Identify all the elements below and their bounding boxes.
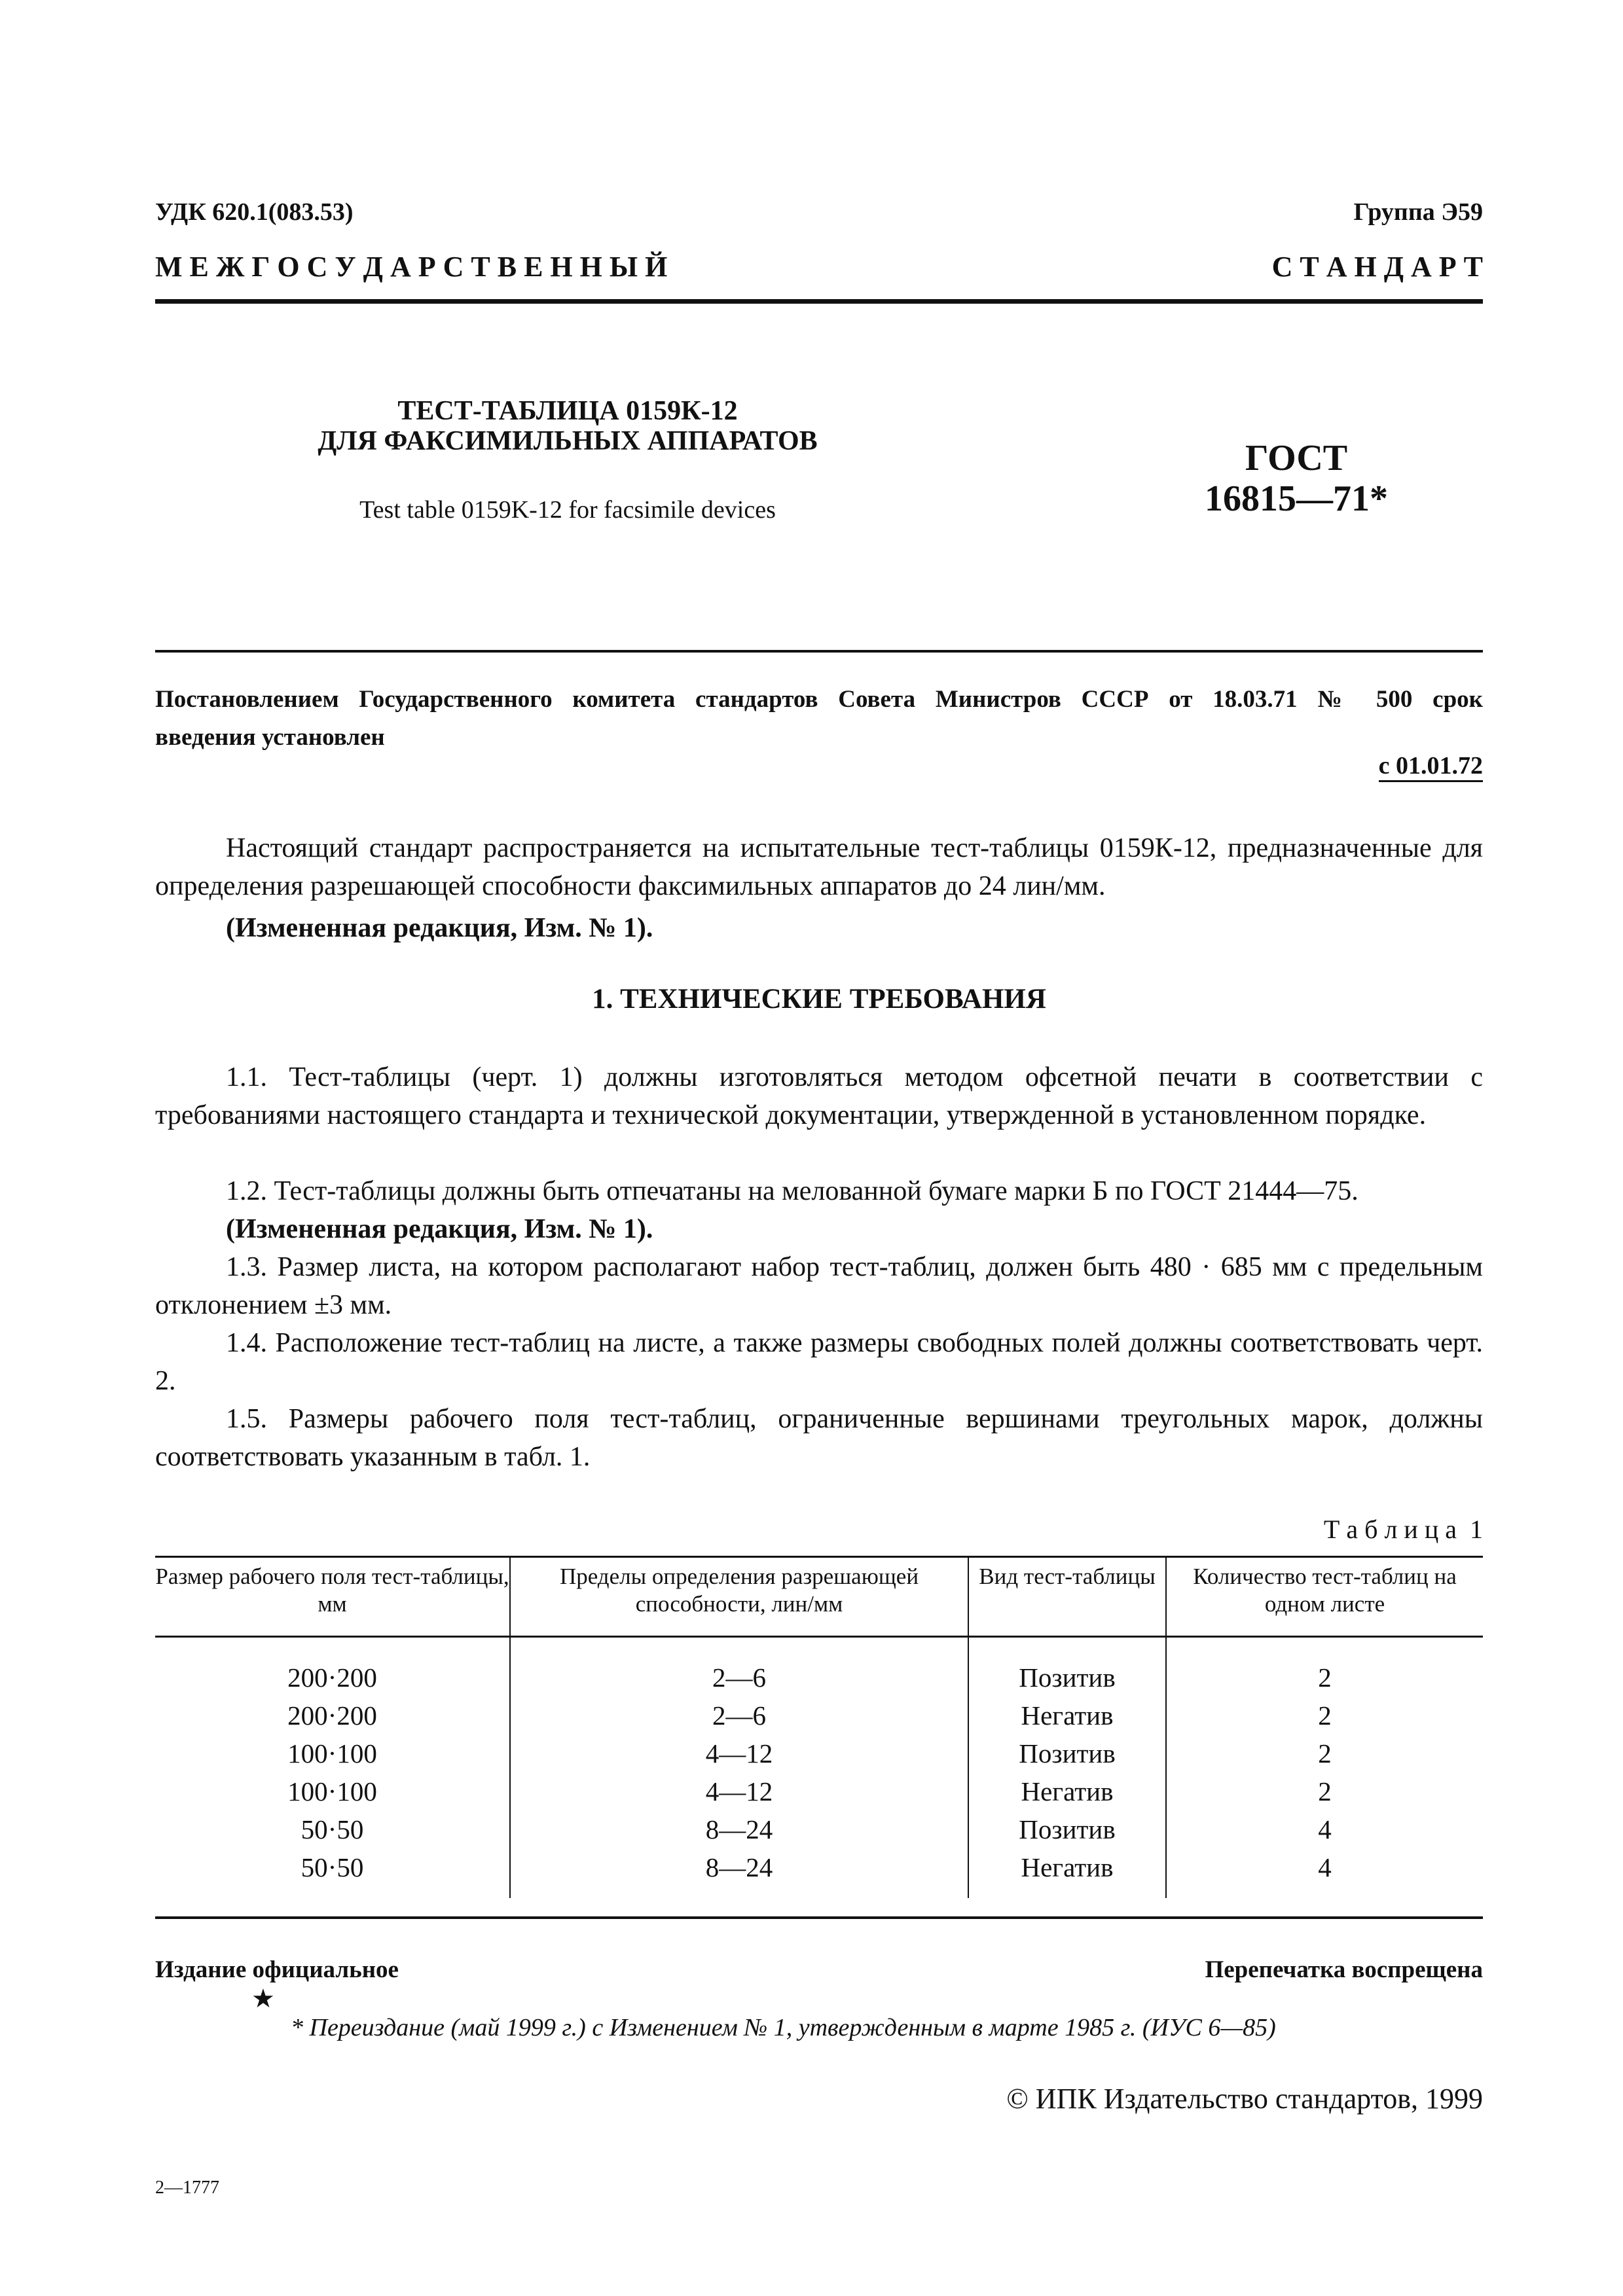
- cell-size: 200·200: [287, 1662, 377, 1693]
- footer-rule: [155, 1916, 1483, 1919]
- cell-quantity: 2: [1166, 1696, 1483, 1734]
- title-line-2: ДЛЯ ФАКСИМИЛЬНЫХ АППАРАТОВ: [318, 426, 818, 456]
- udk-code: УДК 620.1(083.53): [155, 198, 354, 226]
- page-code: 2—1777: [155, 2178, 219, 2198]
- header-table-type: Вид тест-таблицы: [968, 1557, 1166, 1637]
- cell-quantity: 2: [1166, 1637, 1483, 1697]
- cell-type: Негатив: [968, 1696, 1166, 1734]
- cell-resolution: 2—6: [510, 1696, 968, 1734]
- group-code: Группа Э59: [1353, 198, 1483, 226]
- cell-resolution: 8—24: [510, 1810, 968, 1848]
- title-rule: [155, 650, 1483, 653]
- table-row: [155, 1696, 1483, 1734]
- section-amendment: (Измененная редакция, Изм. № 1).: [226, 1214, 653, 1244]
- paragraph-1-4: 1.4. Расположение тест-таблиц на листе, а также размеры свободных полей должны соответствовать черт. 2.: [155, 1328, 1483, 1396]
- intro-paragraph: Настоящий стандарт распространяется на испытательные тест-таблицы 0159К-12, предназначенные для определения разрешающей способности факсимильных аппаратов до 24 лин/мм.: [155, 833, 1483, 901]
- cell-quantity: 2: [1166, 1734, 1483, 1772]
- reprint-prohibited: Перепечатка воспрещена: [1205, 1956, 1483, 1983]
- table-row: [155, 1848, 1483, 1898]
- table-row: [155, 1637, 1483, 1697]
- cell-quantity: 4: [1166, 1810, 1483, 1848]
- cell-size: 50·50: [301, 1814, 364, 1844]
- reissue-note: * Переиздание (май 1999 г.) с Изменением № 1, утвержденным в марте 1985 г. (ИУС 6—85): [291, 2014, 1276, 2041]
- cell-type: Позитив: [968, 1734, 1166, 1772]
- official-edition: Издание официальное: [155, 1956, 399, 1983]
- table-header-row: [155, 1557, 1483, 1637]
- cell-type: Негатив: [968, 1772, 1166, 1810]
- gost-label: ГОСТ: [1245, 438, 1348, 478]
- cell-resolution: 2—6: [510, 1637, 968, 1697]
- section-heading: 1. ТЕХНИЧЕСКИЕ ТРЕБОВАНИЯ: [592, 984, 1046, 1014]
- intro-amendment: (Измененная редакция, Изм. № 1).: [226, 913, 653, 943]
- paragraph-1-5: 1.5. Размеры рабочего поля тест-таблиц, ограниченные вершинами треугольных марок, должны соответствовать указанным в табл. 1.: [155, 1404, 1483, 1472]
- cell-type: Позитив: [968, 1637, 1166, 1697]
- cell-type: Негатив: [968, 1848, 1166, 1898]
- banner-standard: С Т А Н Д А Р Т: [1271, 251, 1483, 283]
- table-1: [155, 1556, 1483, 1898]
- paragraph-1-2: 1.2. Тест-таблицы должны быть отпечатаны на мелованной бумаге марки Б по ГОСТ 21444—75.: [226, 1176, 1359, 1206]
- header-quantity-per-sheet: Количество тест-таблиц на одном листе: [1166, 1557, 1483, 1637]
- table-row: [155, 1810, 1483, 1848]
- title-english: Test table 0159K-12 for facsimile devices: [359, 496, 776, 524]
- cell-resolution: 8—24: [510, 1848, 968, 1898]
- copyright: © ИПК Издательство стандартов, 1999: [1006, 2083, 1483, 2115]
- title-line-1: ТЕСТ-ТАБЛИЦА 0159К-12: [397, 396, 738, 426]
- header-working-field-size: Размер рабочего поля тест-таблицы, мм: [155, 1557, 510, 1637]
- paragraph-1-3: 1.3. Размер листа, на котором располагают набор тест-таблиц, должен быть 480 · 685 мм с предельным отклонением ±3 мм.: [155, 1252, 1483, 1320]
- effective-date: с 01.01.72: [1379, 751, 1483, 782]
- table-row: [155, 1734, 1483, 1772]
- banner-interstate: М Е Ж Г О С У Д А Р С Т В Е Н Н Ы Й: [155, 251, 668, 283]
- decree-line-2: введения установлен: [155, 724, 385, 751]
- star-icon: ★: [251, 1984, 275, 2013]
- table-row: [155, 1772, 1483, 1810]
- cell-resolution: 4—12: [510, 1734, 968, 1772]
- decree-line-1: Постановлением Государственного комитета стандартов Совета Министров СССР от 18.03.71 № 500 срок: [155, 686, 1483, 713]
- cell-quantity: 2: [1166, 1772, 1483, 1810]
- cell-size: 100·100: [287, 1776, 377, 1806]
- header-rule: [155, 299, 1483, 304]
- cell-size: 100·100: [287, 1738, 377, 1768]
- cell-quantity: 4: [1166, 1848, 1483, 1898]
- cell-size: 200·200: [287, 1700, 377, 1731]
- gost-number: 16815—71*: [1205, 478, 1388, 519]
- header-resolution-limits: Пределы определения разрешающей способности, лин/мм: [510, 1557, 968, 1637]
- cell-type: Позитив: [968, 1810, 1166, 1848]
- table-caption: Т а б л и ц а 1: [1323, 1515, 1483, 1544]
- paragraph-1-1: 1.1. Тест-таблицы (черт. 1) должны изготовляться методом офсетной печати в соответствии с требованиями настоящего стандарта и технической документации, утвержденной в установленном порядке.: [155, 1062, 1483, 1130]
- cell-resolution: 4—12: [510, 1772, 968, 1810]
- cell-size: 50·50: [301, 1852, 364, 1882]
